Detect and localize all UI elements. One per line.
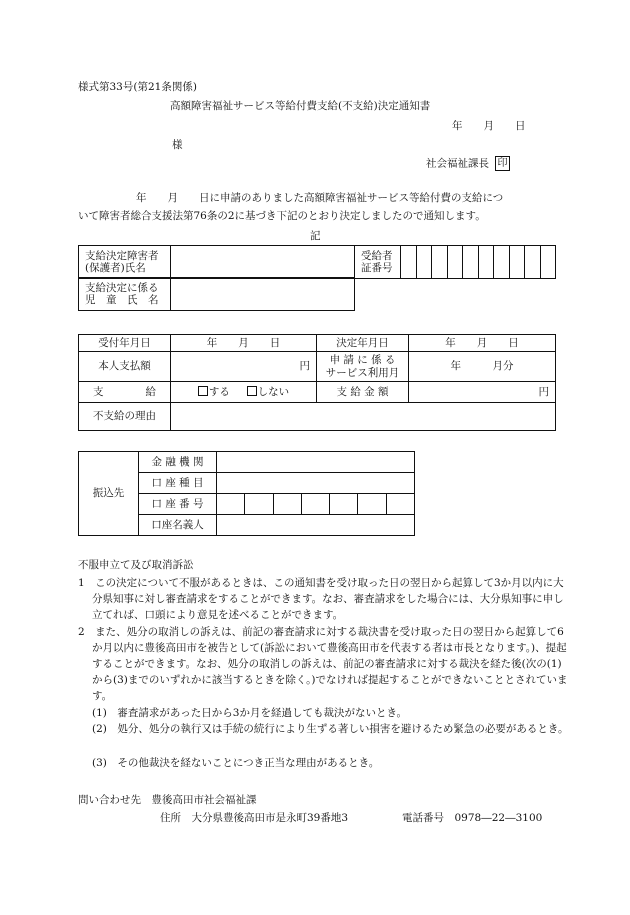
reason-label: 不支給の理由 [79,403,171,431]
account-digit-6[interactable] [358,494,386,515]
payment-amount-value[interactable]: 円 [409,382,556,403]
cert-digit-5[interactable] [463,246,479,279]
cert-digit-1[interactable] [401,246,417,279]
option-no[interactable]: しない [247,386,290,398]
cert-digit-3[interactable] [432,246,448,279]
contact-heading: 問い合わせ先 豊後高田市社会福祉課 [78,794,257,806]
account-holder-label: 口座名義人 [139,515,217,536]
intro-line-1: 年 月 日に申請のありました高額障害福祉サービス等給付費の支給につ [136,192,504,204]
form-number: 様式第33号(第21条関係) [78,81,197,93]
bank-label: 金 融 機 関 [139,452,217,473]
intro-line-2: いて障害者総合支援法第76条の2に基づき下記のとおり決定しましたので通知します。 [78,210,486,222]
checkbox-icon [247,386,257,396]
option-yes[interactable]: する [198,386,230,398]
addressee-suffix: 様 [172,139,183,151]
self-pay-label: 本人支払額 [79,352,171,382]
notice-sub-2: (2) 処分、処分の執行又は手続の続行により生ずる著しい損害を避けるため緊急の必要があるとき。 [92,723,569,735]
notice-item-2: 2 また、処分の取消しの訴えは、前記の審査請求に対する裁決書を受け取った日の翌日から起算して6か月以内に豊後高田市を被告として(訴訟において豊後高田市を代表する者は市長となります。)、提起することができます。なお、処分の取消しの訴えは、前記の審査請求に対する裁決を経た後(次の(1)から(3)までのいずれかに該当するときを除く。)でなければ提起することができないこととされています。 [78,626,568,702]
contact-phone: 電話番号 0978―22―3100 [402,812,543,824]
account-digit-7[interactable] [386,494,414,515]
cert-digit-2[interactable] [416,246,432,279]
cert-digit-8[interactable] [509,246,525,279]
issuer [426,156,510,171]
account-holder-field[interactable] [217,515,415,536]
issue-date: 年 月 日 [452,120,526,132]
decision-date-value[interactable]: 年 月 日 [409,335,556,352]
self-pay-value[interactable]: 円 [171,352,317,382]
account-digit-2[interactable] [245,494,273,515]
account-number-label: 口 座 番 号 [139,494,217,515]
cert-digit-7[interactable] [494,246,510,279]
account-type-label: 口 座 種 目 [139,473,217,494]
recipient-label: 支給決定障害者 (保護者)氏名 [79,246,171,279]
cert-digit-10[interactable] [540,246,556,279]
checkbox-icon [198,386,208,396]
cert-number-label: 受給者 証番号 [355,246,401,279]
decision-date-label: 決定年月日 [317,335,409,352]
account-digit-4[interactable] [301,494,329,515]
account-type-field[interactable] [217,473,415,494]
notice-item-1: 1 この決定について不服があるときは、この通知書を受け取った日の翌日から起算して3か月以内に大分県知事に対し審査請求をすることができます。なお、審査請求をした場合には、大分県知事に申し立てれば、口頭により意見を述べることができます。 [78,577,564,621]
cert-digit-9[interactable] [525,246,541,279]
recipient-table [78,245,556,279]
issuer-title: 社会福祉課長 [426,157,489,170]
notice-heading: 不服申立て及び取消訴訟 [78,559,194,571]
child-table [78,277,355,311]
document-title: 高額障害福祉サービス等給付費支給(不支給)決定通知書 [170,100,431,112]
ki-label: 記 [310,230,321,242]
decision-table [78,334,556,431]
payment-amount-label: 支 給 金 額 [317,382,409,403]
reason-field[interactable] [171,403,556,431]
notice-sub-1: (1) 審査請求があった日から3か月を経過しても裁決がないとき。 [92,707,408,719]
child-name-label: 支給決定に係る 児 童 氏 名 [79,278,171,311]
notice-sub-3: (3) その他裁決を経ないことにつき正当な理由があるとき。 [92,757,380,769]
account-digit-5[interactable] [330,494,358,515]
child-name-field[interactable] [171,278,355,311]
service-month-label: 申 請 に 係 る サービス利用月 [317,352,409,382]
bank-field[interactable] [217,452,415,473]
seal-icon: 印 [495,156,510,171]
account-digit-3[interactable] [273,494,301,515]
cert-digit-4[interactable] [447,246,463,279]
receipt-date-value[interactable]: 年 月 日 [171,335,317,352]
recipient-name-field[interactable] [171,246,355,279]
payment-options [171,382,317,403]
cert-digit-6[interactable] [478,246,494,279]
account-digit-1[interactable] [217,494,245,515]
receipt-date-label: 受付年月日 [79,335,171,352]
transfer-label: 振込先 [79,452,139,536]
payment-label: 支 給 [79,382,171,403]
contact-address: 住所 大分県豊後高田市是永町39番地3 [160,812,349,824]
service-month-value[interactable]: 年 月分 [409,352,556,382]
transfer-table [78,451,415,536]
